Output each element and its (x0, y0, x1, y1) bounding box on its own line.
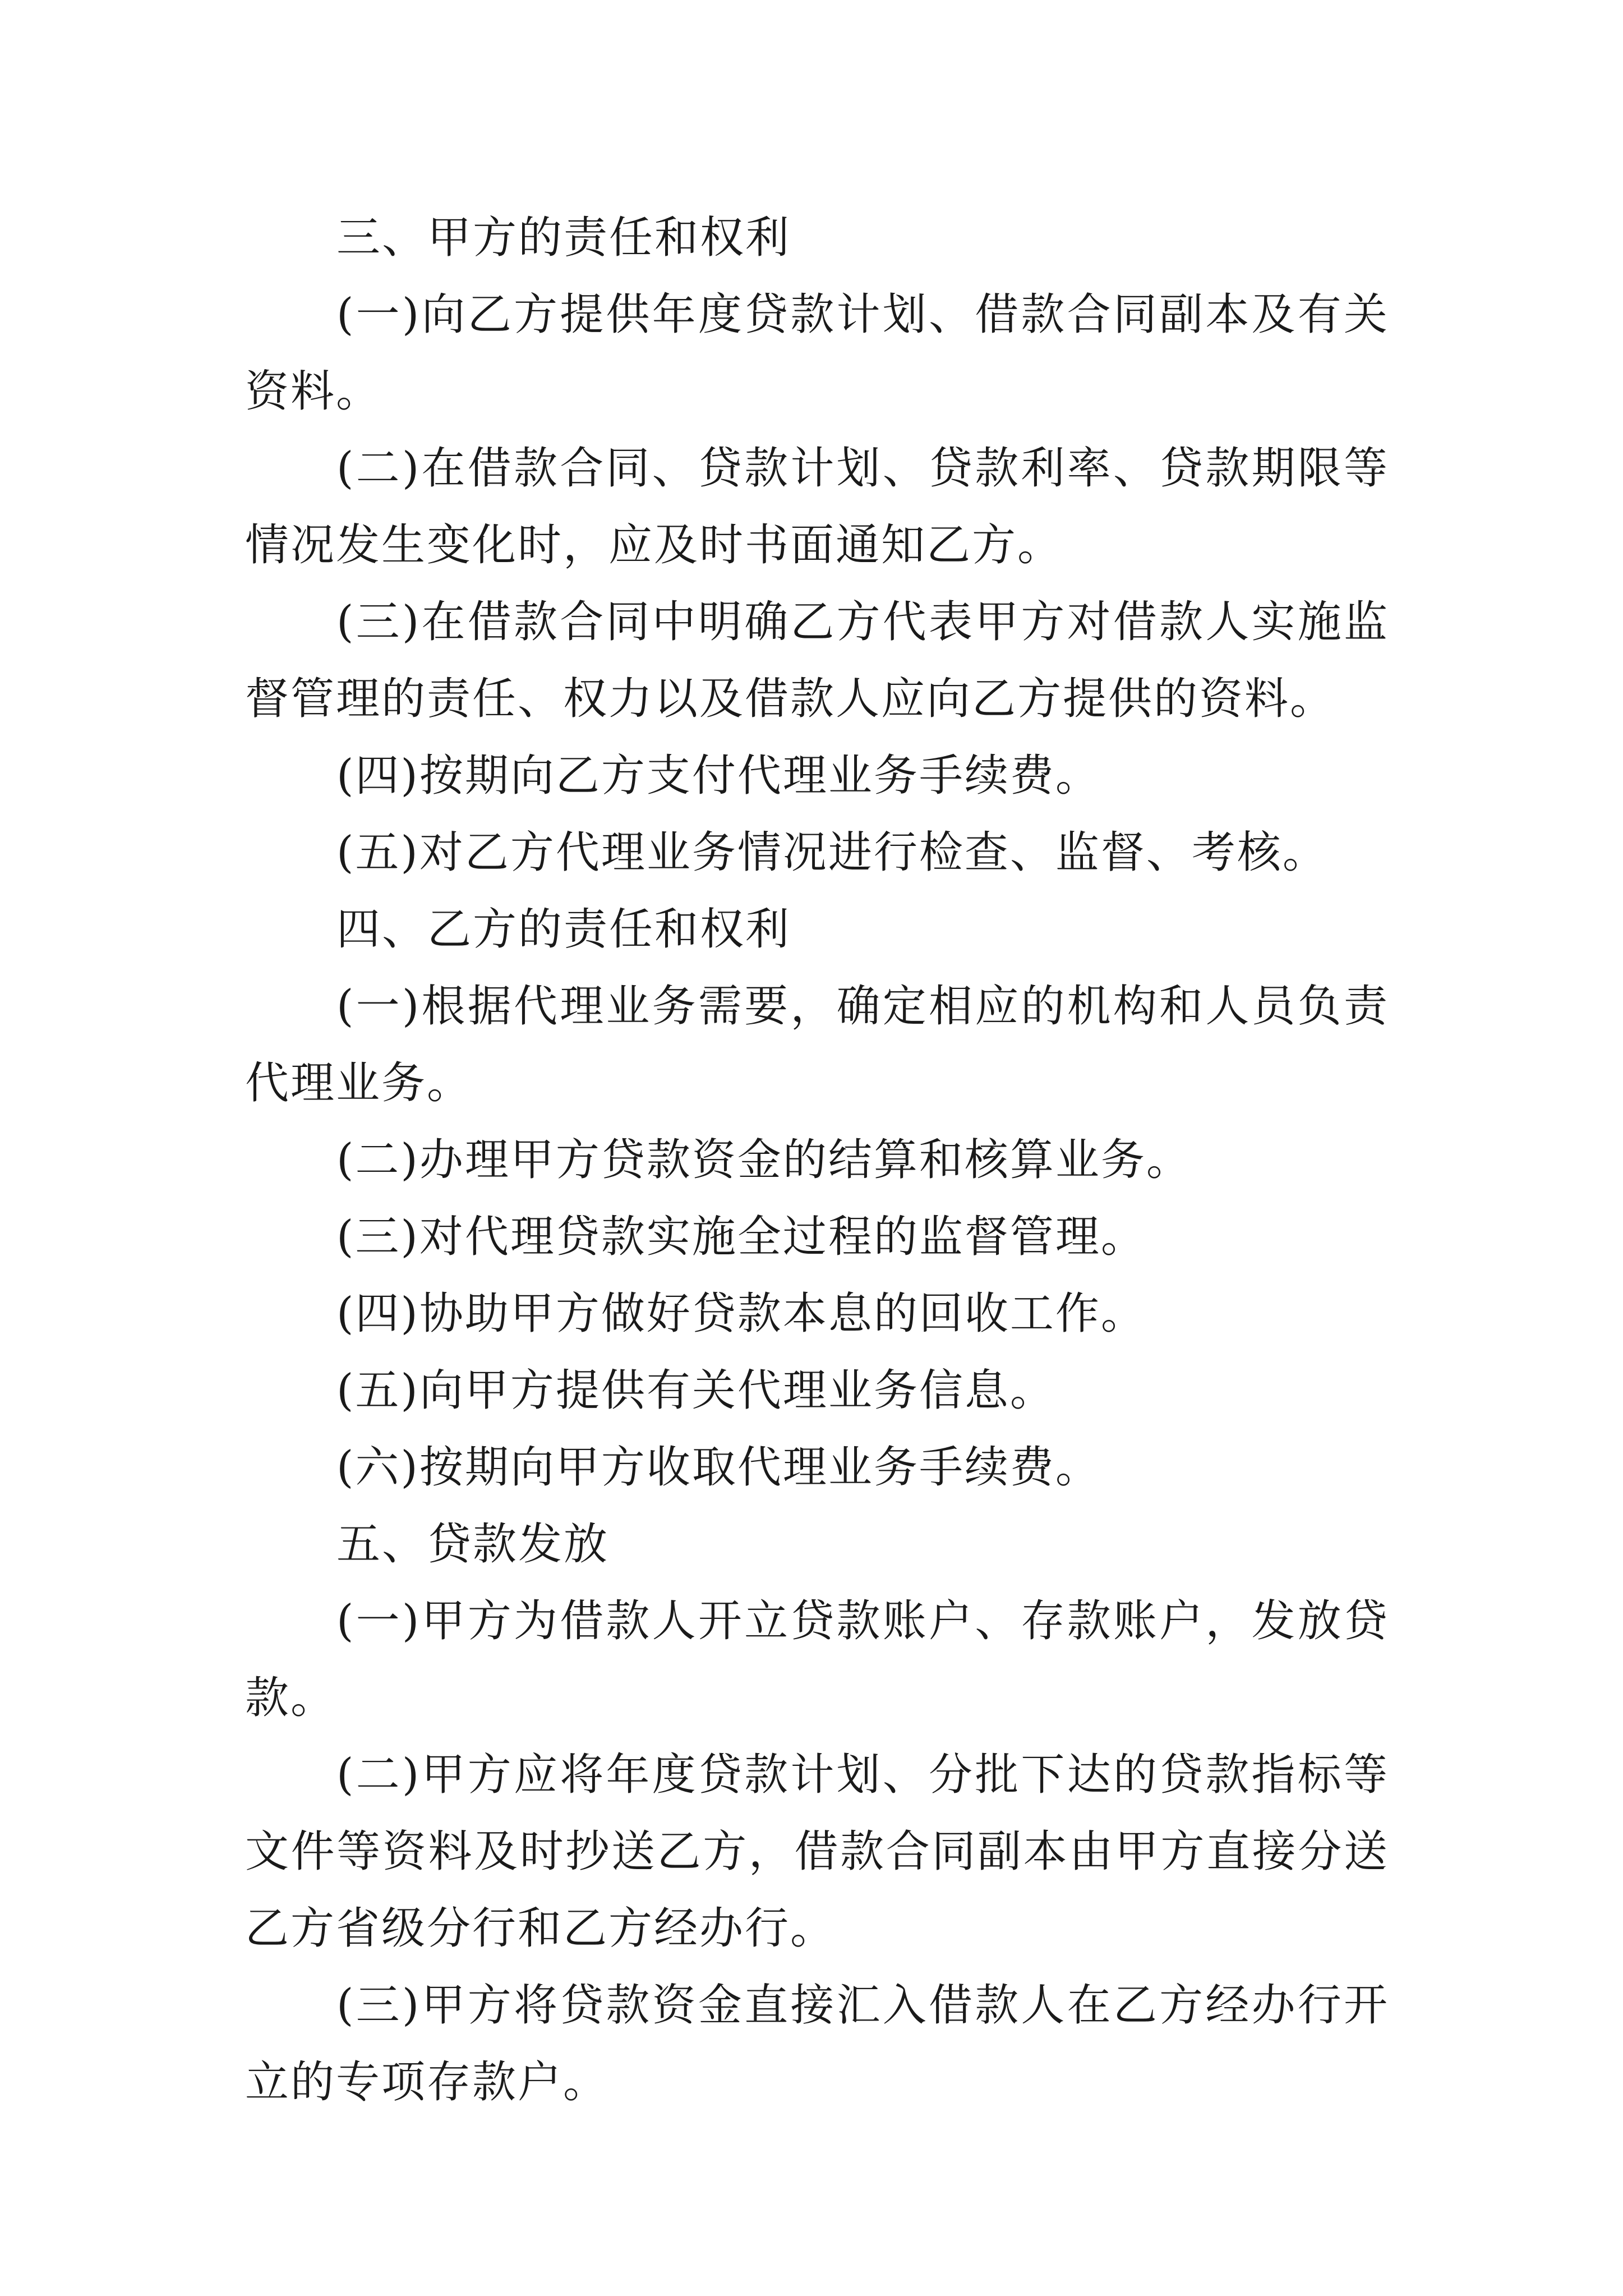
clause-3-5: (五)对乙方代理业务情况进行检查、监督、考核。 (336, 827, 1328, 878)
clause-5-3: (三)甲方将贷款资金直接汇入借款人在乙方经办行开立的专项存款户。 (245, 1980, 1389, 2108)
clause-5-1: (一)甲方为借款人开立贷款账户、存款账户，发放贷款。 (245, 1596, 1389, 1723)
section-heading-3: 三、甲方的责任和权利 (336, 213, 791, 263)
clause-4-5: (五)向甲方提供有关代理业务信息。 (336, 1365, 1055, 1416)
clause-3-3: (三)在借款合同中明确乙方代表甲方对借款人实施监督管理的责任、权力以及借款人应向乙方提供的资料。 (245, 597, 1389, 724)
clause-4-6: (六)按期向甲方收取代理业务手续费。 (336, 1442, 1101, 1493)
document-body (245, 200, 1389, 2121)
clause-4-1: (一)根据代理业务需要，确定相应的机构和人员负责代理业务。 (245, 981, 1389, 1108)
clause-3-4: (四)按期向乙方支付代理业务手续费。 (336, 751, 1101, 801)
clause-4-2: (二)办理甲方贷款资金的结算和核算业务。 (336, 1135, 1192, 1185)
clause-3-2: (二)在借款合同、贷款计划、贷款利率、贷款期限等情况发生变化时，应及时书面通知乙方。 (245, 443, 1389, 570)
section-heading-5: 五、贷款发放 (336, 1519, 610, 1570)
clause-4-3: (三)对代理贷款实施全过程的监督管理。 (336, 1212, 1146, 1262)
section-heading-4: 四、乙方的责任和权利 (336, 904, 791, 955)
clause-3-1: (一)向乙方提供年度贷款计划、借款合同副本及有关资料。 (245, 289, 1389, 417)
clause-4-4: (四)协助甲方做好贷款本息的回收工作。 (336, 1289, 1146, 1339)
clause-5-2: (二)甲方应将年度贷款计划、分批下达的贷款指标等文件等资料及时抄送乙方，借款合同副本由甲方直接分送乙方省级分行和乙方经办行。 (245, 1750, 1389, 1954)
